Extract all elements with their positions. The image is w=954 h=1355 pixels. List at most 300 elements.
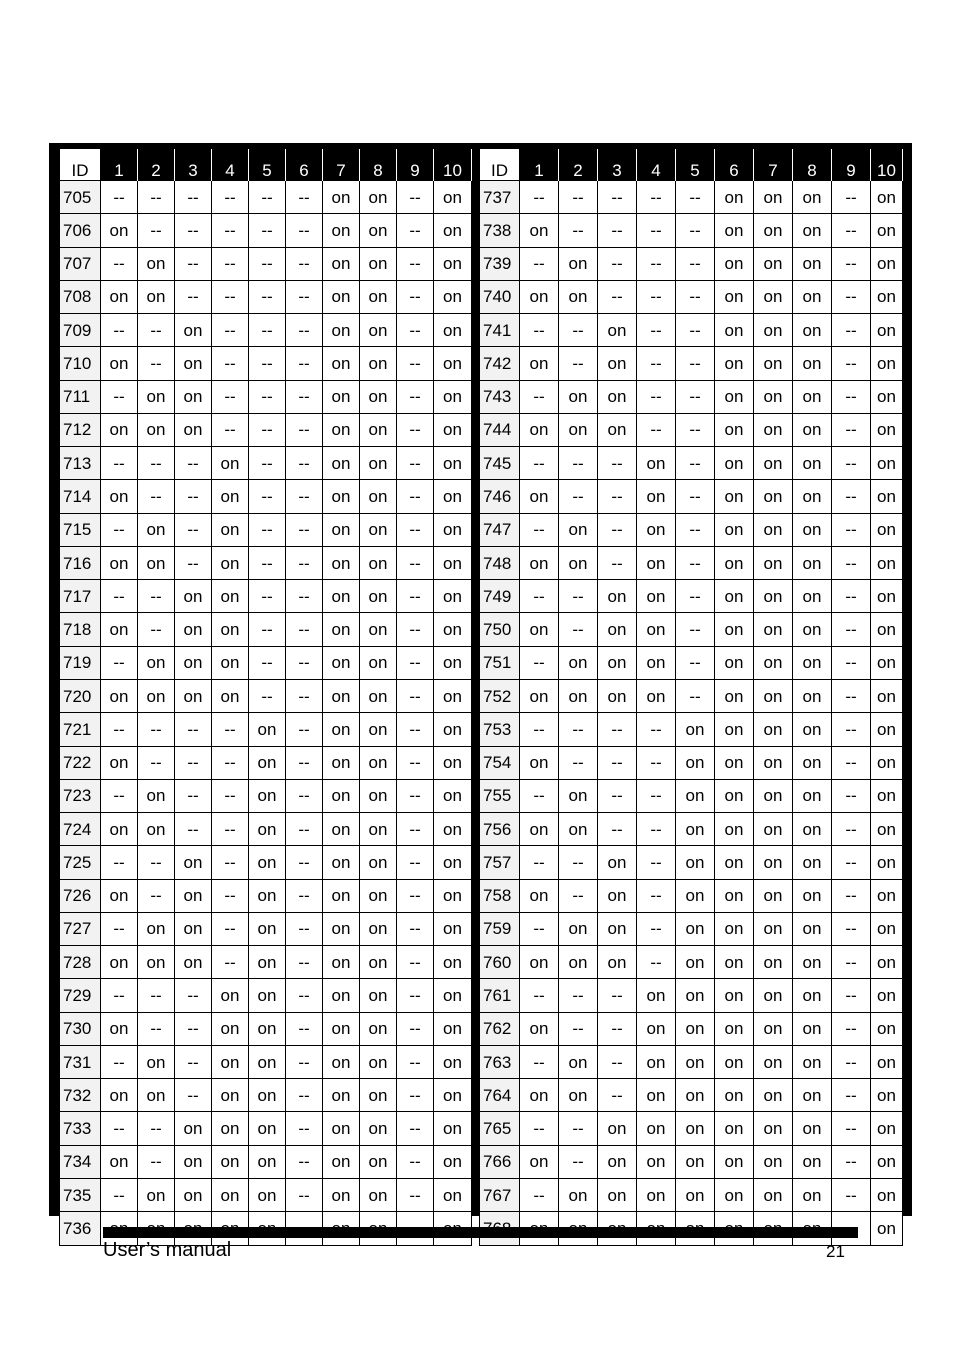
switch-state-cell: --	[832, 846, 871, 879]
table-row	[60, 546, 472, 579]
switch-state-cell: on	[323, 1145, 360, 1178]
switch-state-cell: --	[598, 746, 637, 779]
switch-column-header: 9	[397, 149, 434, 181]
switch-state-cell: on	[434, 181, 472, 214]
switch-state-cell: --	[249, 181, 286, 214]
switch-state-cell: on	[360, 679, 397, 712]
switch-state-cell: on	[101, 746, 138, 779]
switch-state-cell: on	[360, 879, 397, 912]
switch-state-cell: on	[871, 480, 903, 513]
switch-state-cell: --	[101, 912, 138, 945]
switch-state-cell: on	[871, 613, 903, 646]
switch-state-cell: on	[598, 580, 637, 613]
switch-state-cell: on	[871, 846, 903, 879]
switch-state-cell: --	[101, 646, 138, 679]
switch-state-cell: --	[286, 1045, 323, 1078]
switch-state-cell: --	[212, 912, 249, 945]
switch-state-cell: on	[360, 713, 397, 746]
id-cell: 762	[480, 1012, 520, 1045]
switch-state-cell: --	[559, 214, 598, 247]
switch-state-cell: --	[559, 1112, 598, 1145]
switch-state-cell: --	[520, 1045, 559, 1078]
switch-state-cell: on	[871, 746, 903, 779]
switch-state-cell: on	[793, 380, 832, 413]
table-row	[60, 779, 472, 812]
id-cell: 753	[480, 713, 520, 746]
id-cell: 721	[60, 713, 101, 746]
switch-state-cell: --	[559, 1145, 598, 1178]
switch-column-header: 7	[323, 149, 360, 181]
switch-state-cell: on	[793, 1112, 832, 1145]
table-row	[60, 846, 472, 879]
switch-state-cell: on	[793, 181, 832, 214]
switch-state-cell: on	[715, 979, 754, 1012]
id-cell: 725	[60, 846, 101, 879]
switch-state-cell: on	[323, 779, 360, 812]
id-cell: 717	[60, 580, 101, 613]
switch-state-cell: on	[175, 613, 212, 646]
switch-state-cell: --	[832, 713, 871, 746]
switch-state-cell: --	[832, 513, 871, 546]
switch-state-cell: on	[323, 513, 360, 546]
switch-state-cell: on	[360, 1079, 397, 1112]
switch-state-cell: --	[397, 347, 434, 380]
switch-state-cell: on	[598, 314, 637, 347]
switch-state-cell: on	[754, 1178, 793, 1211]
switch-state-cell: --	[138, 347, 175, 380]
table-row	[60, 181, 472, 214]
switch-state-cell: --	[832, 879, 871, 912]
switch-state-cell: --	[397, 580, 434, 613]
switch-state-cell: --	[637, 380, 676, 413]
switch-state-cell: on	[793, 746, 832, 779]
switch-state-cell: --	[520, 380, 559, 413]
switch-state-cell: on	[434, 713, 472, 746]
switch-state-cell: --	[286, 1012, 323, 1045]
switch-state-cell: on	[138, 912, 175, 945]
id-cell: 742	[480, 347, 520, 380]
switch-state-cell: on	[793, 613, 832, 646]
switch-state-cell: --	[832, 480, 871, 513]
switch-state-cell: --	[397, 480, 434, 513]
switch-state-cell: on	[754, 912, 793, 945]
switch-state-cell: on	[754, 546, 793, 579]
switch-state-cell: --	[832, 1112, 871, 1145]
table-row	[60, 314, 472, 347]
table-row	[480, 480, 903, 513]
switch-state-cell: on	[434, 413, 472, 446]
switch-state-cell: on	[637, 1079, 676, 1112]
switch-state-cell: on	[323, 613, 360, 646]
switch-state-cell: on	[793, 846, 832, 879]
switch-state-cell: on	[360, 447, 397, 480]
table-row	[60, 946, 472, 979]
switch-state-cell: on	[793, 979, 832, 1012]
switch-state-cell: on	[793, 513, 832, 546]
switch-state-cell: on	[175, 912, 212, 945]
switch-state-cell: on	[360, 347, 397, 380]
switch-state-cell: --	[397, 746, 434, 779]
id-cell: 718	[60, 613, 101, 646]
switch-state-cell: on	[520, 746, 559, 779]
switch-column-header: 3	[598, 149, 637, 181]
switch-state-cell: on	[520, 546, 559, 579]
switch-state-cell: on	[676, 1112, 715, 1145]
switch-state-cell: on	[715, 1178, 754, 1211]
id-cell: 754	[480, 746, 520, 779]
switch-state-cell: on	[793, 413, 832, 446]
switch-state-cell: --	[637, 247, 676, 280]
switch-state-cell: on	[249, 1045, 286, 1078]
switch-state-cell: on	[598, 912, 637, 945]
switch-state-cell: --	[249, 247, 286, 280]
switch-state-cell: on	[871, 413, 903, 446]
switch-state-cell: on	[715, 181, 754, 214]
switch-state-cell: on	[434, 679, 472, 712]
switch-state-cell: on	[871, 280, 903, 313]
id-cell: 722	[60, 746, 101, 779]
switch-state-cell: on	[754, 181, 793, 214]
switch-state-cell: --	[101, 779, 138, 812]
switch-state-cell: on	[101, 813, 138, 846]
switch-state-cell: on	[676, 1012, 715, 1045]
switch-state-cell: on	[871, 546, 903, 579]
switch-state-cell: --	[138, 1012, 175, 1045]
switch-state-cell: on	[715, 413, 754, 446]
switch-state-cell: on	[360, 613, 397, 646]
table-row	[480, 679, 903, 712]
switch-state-cell: --	[212, 779, 249, 812]
table-row	[480, 813, 903, 846]
switch-state-cell: --	[101, 447, 138, 480]
id-cell: 731	[60, 1045, 101, 1078]
switch-state-cell: on	[434, 912, 472, 945]
switch-state-cell: --	[212, 946, 249, 979]
switch-state-cell: on	[871, 1079, 903, 1112]
switch-state-cell: on	[175, 580, 212, 613]
switch-state-cell: --	[175, 181, 212, 214]
id-cell: 720	[60, 679, 101, 712]
footer-title: User’s manual	[103, 1239, 232, 1261]
switch-state-cell: --	[397, 447, 434, 480]
switch-state-cell: --	[175, 513, 212, 546]
switch-state-cell: on	[715, 247, 754, 280]
switch-state-cell: on	[175, 413, 212, 446]
switch-state-cell: --	[520, 314, 559, 347]
switch-state-cell: --	[397, 846, 434, 879]
switch-state-cell: --	[637, 347, 676, 380]
switch-state-cell: on	[101, 413, 138, 446]
switch-state-cell: on	[598, 846, 637, 879]
table-row	[60, 380, 472, 413]
switch-state-cell: --	[249, 546, 286, 579]
switch-state-cell: on	[754, 1112, 793, 1145]
switch-state-cell: on	[249, 713, 286, 746]
switch-state-cell: --	[598, 713, 637, 746]
switch-state-cell: --	[175, 979, 212, 1012]
switch-state-cell: on	[360, 946, 397, 979]
table-row	[480, 979, 903, 1012]
switch-state-cell: on	[871, 1012, 903, 1045]
switch-state-cell: on	[871, 979, 903, 1012]
switch-state-cell: on	[434, 1045, 472, 1078]
id-cell: 744	[480, 413, 520, 446]
table-row	[60, 813, 472, 846]
switch-state-cell: on	[323, 1112, 360, 1145]
switch-state-cell: --	[175, 214, 212, 247]
switch-state-cell: on	[715, 946, 754, 979]
switch-state-cell: --	[286, 347, 323, 380]
switch-state-cell: --	[832, 280, 871, 313]
header-row	[60, 149, 472, 181]
switch-state-cell: --	[520, 247, 559, 280]
switch-state-cell: on	[754, 613, 793, 646]
id-cell: 715	[60, 513, 101, 546]
table-row	[480, 1178, 903, 1211]
switch-state-cell: on	[434, 1012, 472, 1045]
switch-state-cell: on	[715, 746, 754, 779]
switch-state-cell: --	[598, 513, 637, 546]
switch-state-cell: --	[832, 1178, 871, 1211]
switch-state-cell: on	[871, 713, 903, 746]
switch-state-cell: --	[637, 181, 676, 214]
switch-state-cell: --	[286, 646, 323, 679]
switch-state-cell: --	[598, 546, 637, 579]
switch-state-cell: --	[138, 181, 175, 214]
switch-state-cell: --	[559, 979, 598, 1012]
switch-state-cell: --	[676, 247, 715, 280]
switch-state-cell: --	[832, 447, 871, 480]
switch-state-cell: on	[212, 646, 249, 679]
switch-state-cell: --	[832, 613, 871, 646]
switch-state-cell: on	[559, 280, 598, 313]
switch-state-cell: --	[286, 1079, 323, 1112]
id-cell: 761	[480, 979, 520, 1012]
switch-state-cell: --	[138, 879, 175, 912]
switch-state-cell: on	[212, 1045, 249, 1078]
switch-state-cell: on	[323, 347, 360, 380]
switch-state-cell: on	[434, 513, 472, 546]
switch-state-cell: on	[360, 1012, 397, 1045]
table-row	[480, 380, 903, 413]
switch-state-cell: on	[715, 546, 754, 579]
switch-state-cell: on	[715, 1145, 754, 1178]
switch-column-header: 9	[832, 149, 871, 181]
switch-state-cell: on	[520, 214, 559, 247]
switch-state-cell: on	[360, 1112, 397, 1145]
table-row	[480, 1145, 903, 1178]
switch-state-cell: --	[637, 879, 676, 912]
switch-state-cell: on	[360, 779, 397, 812]
switch-state-cell: on	[323, 979, 360, 1012]
switch-state-cell: on	[637, 1112, 676, 1145]
switch-state-cell: on	[249, 1178, 286, 1211]
switch-state-cell: on	[715, 480, 754, 513]
switch-state-cell: on	[249, 813, 286, 846]
switch-state-cell: on	[637, 513, 676, 546]
table-row	[480, 546, 903, 579]
switch-state-cell: on	[559, 380, 598, 413]
switch-column-header: 4	[637, 149, 676, 181]
switch-column-header: 7	[754, 149, 793, 181]
switch-state-cell: --	[598, 247, 637, 280]
table-row	[480, 879, 903, 912]
switch-state-cell: on	[360, 813, 397, 846]
switch-state-cell: --	[397, 513, 434, 546]
switch-state-cell: on	[715, 447, 754, 480]
id-cell: 734	[60, 1145, 101, 1178]
switch-state-cell: --	[598, 1012, 637, 1045]
switch-state-cell: on	[871, 247, 903, 280]
switch-state-cell: --	[397, 1012, 434, 1045]
table-row	[60, 1145, 472, 1178]
switch-state-cell: on	[754, 679, 793, 712]
switch-state-cell: --	[397, 979, 434, 1012]
switch-state-cell: --	[175, 813, 212, 846]
switch-state-cell: on	[793, 879, 832, 912]
table-row	[60, 679, 472, 712]
switch-state-cell: on	[871, 314, 903, 347]
switch-column-header: 5	[249, 149, 286, 181]
id-cell: 746	[480, 480, 520, 513]
switch-state-cell: --	[832, 314, 871, 347]
switch-state-cell: on	[754, 214, 793, 247]
switch-state-cell: on	[520, 813, 559, 846]
switch-state-cell: on	[715, 846, 754, 879]
switch-state-cell: on	[715, 347, 754, 380]
switch-state-cell: on	[434, 447, 472, 480]
switch-state-cell: --	[212, 813, 249, 846]
table-row	[60, 580, 472, 613]
switch-state-cell: on	[559, 546, 598, 579]
switch-state-cell: --	[676, 613, 715, 646]
switch-state-cell: on	[360, 247, 397, 280]
switch-state-cell: on	[793, 779, 832, 812]
switch-state-cell: --	[397, 1145, 434, 1178]
switch-state-cell: --	[832, 646, 871, 679]
switch-state-cell: --	[138, 214, 175, 247]
table-row	[480, 1045, 903, 1078]
switch-column-header: 8	[360, 149, 397, 181]
switch-state-cell: --	[598, 1045, 637, 1078]
switch-state-cell: --	[598, 813, 637, 846]
table-row	[60, 713, 472, 746]
switch-state-cell: on	[676, 1178, 715, 1211]
switch-state-cell: --	[832, 1045, 871, 1078]
switch-state-cell: on	[323, 247, 360, 280]
table-row	[480, 247, 903, 280]
switch-state-cell: --	[832, 746, 871, 779]
switch-state-cell: on	[754, 513, 793, 546]
switch-state-cell: --	[832, 247, 871, 280]
switch-state-cell: on	[101, 214, 138, 247]
switch-state-cell: on	[871, 181, 903, 214]
switch-state-cell: --	[832, 1145, 871, 1178]
switch-state-cell: --	[520, 1178, 559, 1211]
switch-state-cell: on	[175, 846, 212, 879]
switch-state-cell: on	[249, 746, 286, 779]
switch-state-cell: on	[715, 513, 754, 546]
table-row	[480, 746, 903, 779]
table-row	[480, 447, 903, 480]
switch-state-cell: on	[101, 879, 138, 912]
table-row	[480, 713, 903, 746]
switch-state-cell: on	[101, 280, 138, 313]
switch-state-cell: on	[434, 946, 472, 979]
switch-state-cell: --	[637, 779, 676, 812]
id-cell: 749	[480, 580, 520, 613]
switch-state-cell: --	[286, 746, 323, 779]
switch-state-cell: --	[101, 979, 138, 1012]
switch-state-cell: --	[286, 214, 323, 247]
switch-state-cell: on	[520, 480, 559, 513]
id-cell: 729	[60, 979, 101, 1012]
switch-state-cell: --	[175, 1045, 212, 1078]
switch-state-cell: on	[138, 1079, 175, 1112]
switch-state-cell: on	[434, 813, 472, 846]
switch-state-cell: on	[323, 813, 360, 846]
switch-state-cell: on	[360, 912, 397, 945]
switch-state-cell: --	[138, 979, 175, 1012]
switch-state-cell: on	[559, 513, 598, 546]
id-cell: 764	[480, 1079, 520, 1112]
switch-state-cell: on	[323, 447, 360, 480]
switch-state-cell: --	[138, 713, 175, 746]
switch-state-cell: on	[715, 613, 754, 646]
switch-state-cell: on	[754, 1045, 793, 1078]
switch-state-cell: --	[397, 946, 434, 979]
switch-state-cell: on	[715, 380, 754, 413]
switch-state-cell: --	[138, 613, 175, 646]
switch-state-cell: --	[676, 513, 715, 546]
switch-state-cell: on	[138, 946, 175, 979]
id-cell: 741	[480, 314, 520, 347]
switch-state-cell: --	[249, 580, 286, 613]
switch-state-cell: on	[249, 846, 286, 879]
switch-state-cell: --	[101, 380, 138, 413]
switch-state-cell: on	[598, 1178, 637, 1211]
switch-state-cell: on	[637, 480, 676, 513]
switch-state-cell: --	[286, 979, 323, 1012]
switch-state-cell: --	[637, 413, 676, 446]
switch-state-cell: --	[175, 480, 212, 513]
switch-state-cell: on	[598, 347, 637, 380]
switch-state-cell: on	[676, 946, 715, 979]
switch-state-cell: on	[323, 946, 360, 979]
switch-state-cell: on	[212, 613, 249, 646]
switch-state-cell: on	[434, 347, 472, 380]
switch-state-cell: --	[676, 580, 715, 613]
switch-state-cell: --	[520, 447, 559, 480]
switch-state-cell: on	[212, 447, 249, 480]
switch-column-header: 2	[138, 149, 175, 181]
switch-state-cell: on	[559, 813, 598, 846]
switch-state-cell: --	[249, 447, 286, 480]
switch-state-cell: --	[286, 413, 323, 446]
table-row	[480, 1079, 903, 1112]
switch-state-cell: --	[212, 181, 249, 214]
switch-state-cell: on	[323, 413, 360, 446]
switch-state-cell: --	[286, 912, 323, 945]
switch-state-cell: --	[520, 713, 559, 746]
switch-state-cell: --	[101, 1045, 138, 1078]
id-cell: 758	[480, 879, 520, 912]
switch-state-cell: on	[520, 1012, 559, 1045]
switch-column-header: 10	[871, 149, 903, 181]
switch-state-cell: on	[793, 946, 832, 979]
page-number: 21	[826, 1242, 845, 1261]
switch-state-cell: --	[286, 447, 323, 480]
